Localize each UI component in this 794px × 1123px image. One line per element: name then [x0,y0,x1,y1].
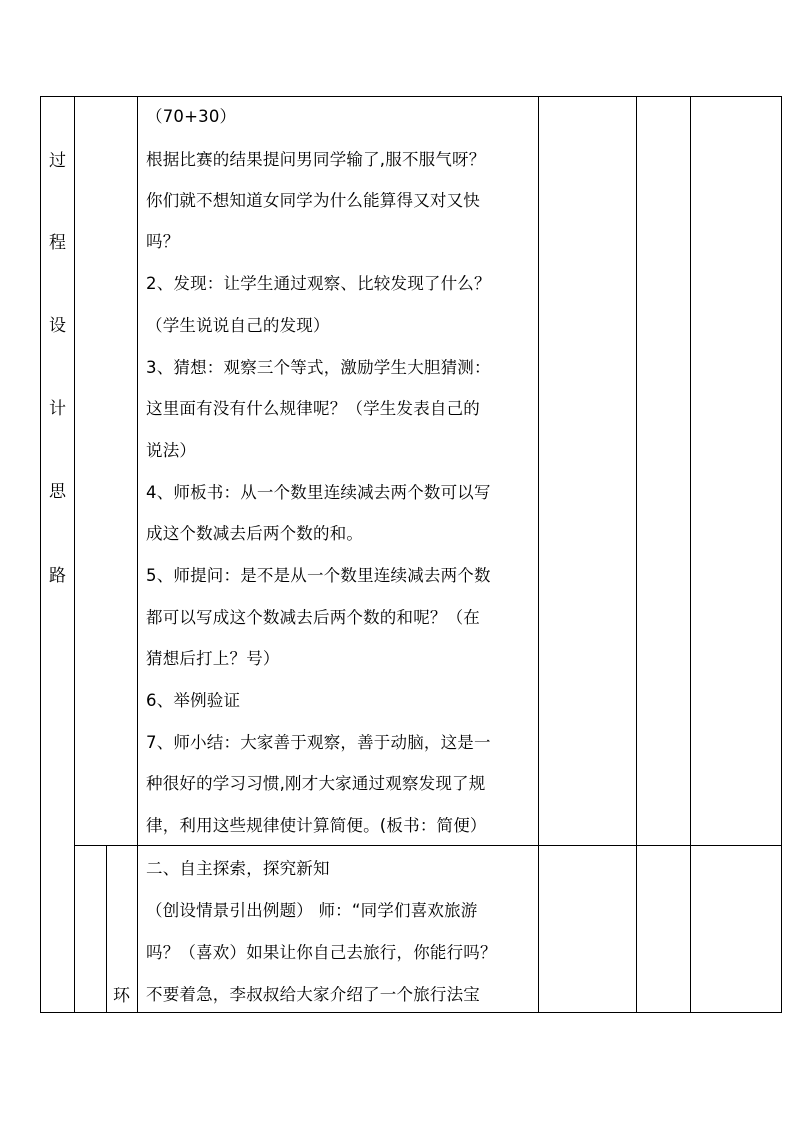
content-line: 成这个数减去后两个数的和。 [146,524,364,543]
table-col-divider [636,96,637,1013]
side-label-char: 过 [49,151,66,171]
table-col-divider [137,96,138,1013]
table-col-divider [538,96,539,1013]
table-row-divider [74,845,782,846]
content-line: 4、师板书：从一个数里连续减去两个数可以写 [146,483,491,502]
side-label-char: 设 [49,316,66,336]
content-line: 都可以写成这个数减去后两个数的和呢？（在 [146,608,480,627]
content-line: 2、发现：让学生通过观察、比较发现了什么？ [146,274,491,293]
table-top-border [40,96,782,97]
content-line: 根据比赛的结果提问男同学输了,服不服气呀？ [146,150,486,169]
content-line: 6、举例验证 [146,691,241,710]
content-line: 说法） [146,441,197,460]
content-line: 7、师小结：大家善于观察，善于动脑，这是一 [146,733,491,752]
table-right-border [781,96,782,1013]
side-label-char: 程 [49,233,66,253]
content-line: 这里面有没有什么规律呢？（学生发表自己的 [146,399,480,418]
content-line: 吗？ [146,232,180,251]
content-line: 你们就不想知道女同学为什么能算得又对又快 [146,191,480,210]
content-line: 猜想后打上？号） [146,649,280,668]
content-line: 3、猜想：观察三个等式，激励学生大胆猜测： [146,358,491,377]
content-line: 律，利用这些规律使计算简便。(板书：简便） [146,816,487,835]
content-line: 二、自主探索，探究新知 [146,859,330,878]
table-bottom-border [40,1012,782,1013]
content-line: （学生说说自己的发现） [146,316,330,335]
content-line: 不要着急，李叔叔给大家介绍了一个旅行法宝 [146,985,480,1004]
section-side-char: 环 [113,986,130,1006]
table-col-divider [690,96,691,1013]
content-line: （创设情景引出例题） 师：“同学们喜欢旅游 [146,901,478,920]
content-line: 吗？（喜欢）如果让你自己去旅行，你能行吗？ [146,943,497,962]
table-col-divider [74,96,75,1013]
content-line: 5、师提问：是不是从一个数里连续减去两个数 [146,566,491,585]
side-label-char: 路 [49,566,66,586]
content-line: （70+30） [146,107,237,126]
side-label-char: 计 [49,399,66,419]
side-label-char: 思 [49,482,66,502]
content-line: 种很好的学习习惯,刚才大家通过观察发现了规 [146,774,486,793]
